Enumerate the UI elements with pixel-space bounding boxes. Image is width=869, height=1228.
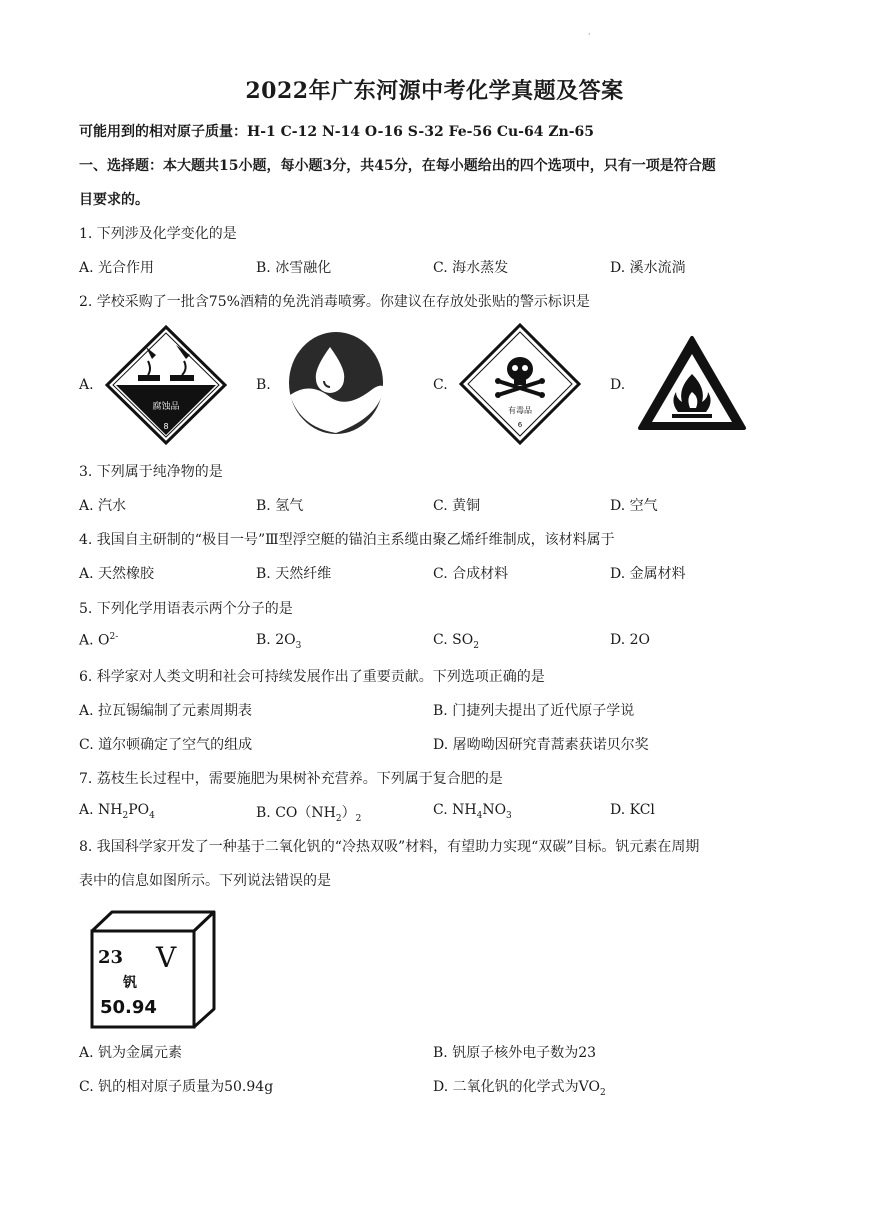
element-symbol: V <box>156 941 177 974</box>
q7-option-b: B. $CO(NH_2)_2$ <box>256 805 362 824</box>
q3-option-b: B. 氢气 <box>256 498 304 514</box>
q2-option-a: A. <box>79 377 94 393</box>
q6-option-c: C. 道尔顿确定了空气的组成 <box>79 737 253 753</box>
vanadium-element-cell <box>86 909 218 1031</box>
q8-option-a: A. 钒为金属元素 <box>79 1045 183 1061</box>
q4-option-c: C. 合成材料 <box>433 566 509 582</box>
q3-option-d: D. 空气 <box>610 498 658 514</box>
page-title: 2022年广东河源中考化学真题及答案 <box>245 78 624 104</box>
q2-option-c: C. <box>433 377 448 393</box>
q1-option-c: C. 海水蒸发 <box>433 260 509 276</box>
q7-option-c: C. $NH_4NO_3$ <box>433 802 512 821</box>
toxic-sign-icon <box>458 323 582 445</box>
q7-stem: 7. 荔枝生长过程中，需要施肥为果树补充营养。下列属于复合肥的是 <box>79 771 503 787</box>
corrosive-sign-label: 腐蚀品 <box>152 402 180 412</box>
q3-stem: 3. 下列属于纯净物的是 <box>79 464 223 480</box>
q4-option-d: D. 金属材料 <box>610 566 686 582</box>
q2-stem: 2. 学校采购了一批含75%酒精的免洗消毒喷雾。你建议在存放处张贴的警示标识是 <box>79 294 590 310</box>
q4-option-b: B. 天然纤维 <box>256 566 332 582</box>
q3-option-a: A. 汽水 <box>79 498 127 514</box>
q6-stem: 6. 科学家对人类文明和社会可持续发展作出了重要贡献。下列选项正确的是 <box>79 669 545 685</box>
q6-option-a: A. 拉瓦锡编制了元素周期表 <box>79 703 253 719</box>
element-number: 23 <box>98 947 124 968</box>
q1-option-d: D. 溪水流淌 <box>610 260 686 276</box>
q4-option-a: A. 天然橡胶 <box>79 566 155 582</box>
toxic-sign-number: 6 <box>517 421 523 429</box>
section-heading-line1: 一、选择题：本大题共15小题，每小题3分，共45分，在每小题给出的四个选项中，只有一项是符合题 <box>79 158 716 174</box>
q8-stem-line1: 8. 我国科学家开发了一种基于二氧化钒的“冷热双吸”材料，有望助力实现“双碳”目标。钒元素在周期 <box>79 839 700 855</box>
atomic-masses: 可能用到的相对原子质量：H-1 C-12 N-14 O-16 S-32 Fe-56 Cu-64 Zn-65 <box>79 124 595 140</box>
q5-stem: 5. 下列化学用语表示两个分子的是 <box>79 601 293 617</box>
q1-option-a: A. 光合作用 <box>79 260 155 276</box>
q6-option-d: D. 屠呦呦因研究青蒿素获诺贝尔奖 <box>433 737 649 753</box>
q4-stem: 4. 我国自主研制的“极目一号”Ⅲ型浮空艇的锚泊主系缆由聚乙烯纤维制成，该材料属于 <box>79 532 615 548</box>
q5-option-a: A. $O^{2-}$ <box>79 632 119 649</box>
q1-option-b: B. 冰雪融化 <box>256 260 332 276</box>
q8-option-b: B. 钒原子核外电子数为23 <box>433 1045 597 1061</box>
q6-option-b: B. 门捷列夫提出了近代原子学说 <box>433 703 635 719</box>
element-mass: 50.94 <box>100 997 157 1018</box>
flammable-sign-icon <box>636 334 748 432</box>
q8-stem-line2: 表中的信息如图所示。下列说法错误的是 <box>79 873 331 889</box>
q7-option-d: D. KCl <box>610 802 655 818</box>
q5-option-b: B. $2O_3$ <box>256 632 302 651</box>
q8-option-d: D. 二氧化钒的化学式为$VO_2$ <box>433 1079 606 1098</box>
toxic-sign-label: 有毒品 <box>508 406 532 415</box>
corrosive-sign-number: 8 <box>163 422 169 431</box>
corrosive-sign-icon <box>104 325 228 445</box>
q8-option-c: C. 钒的相对原子质量为50.94g <box>79 1079 274 1095</box>
element-name: 钒 <box>123 975 137 991</box>
water-drop-sign-icon <box>286 329 386 437</box>
q5-option-c: C. $SO_2$ <box>433 632 479 651</box>
q7-option-a: A. $NH_2PO_4$ <box>79 802 155 821</box>
top-dot: · <box>588 30 591 39</box>
section-heading-line2: 目要求的。 <box>79 192 149 208</box>
q1-stem: 1. 下列涉及化学变化的是 <box>79 226 237 242</box>
q2-option-d: D. <box>610 377 626 393</box>
q5-option-d: D. 2O <box>610 632 651 648</box>
q3-option-c: C. 黄铜 <box>433 498 481 514</box>
q2-option-b: B. <box>256 377 271 393</box>
